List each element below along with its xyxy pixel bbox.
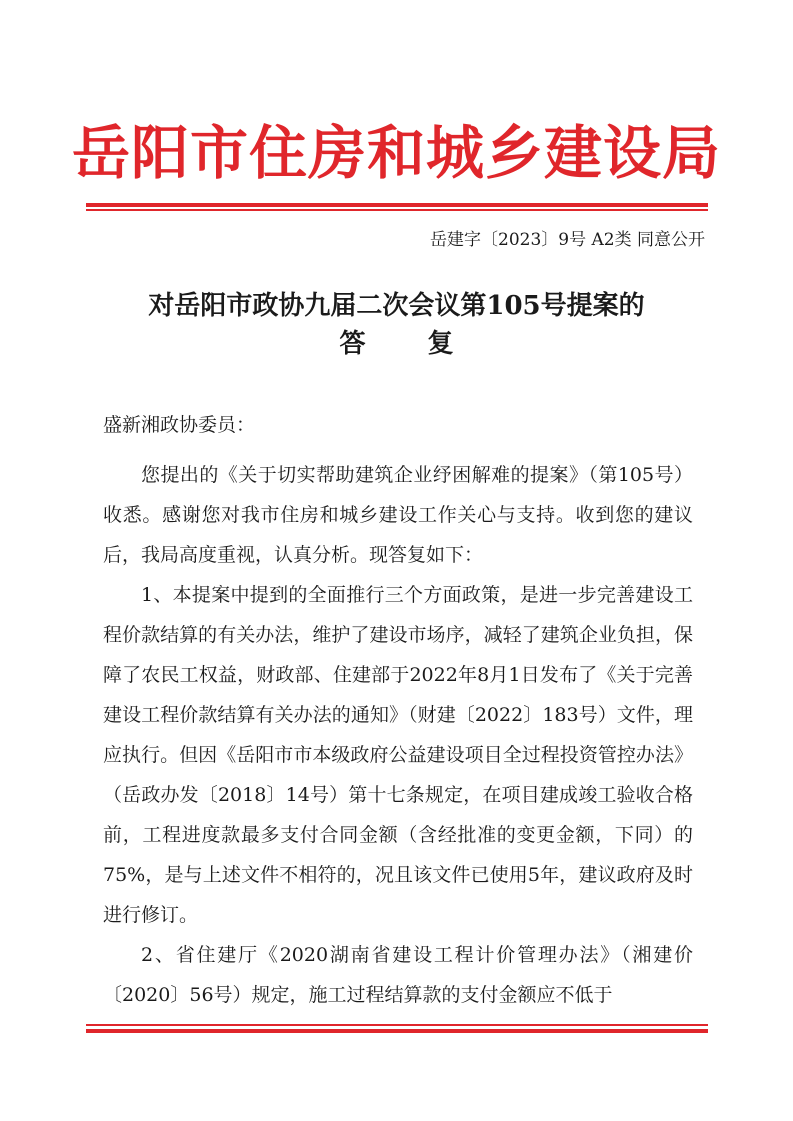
paragraph-point-2: 2、省住建厅《2020湖南省建设工程计价管理办法》（湘建价〔2020〕56号）规定，施工过程结算款的支付金额应不低于 — [103, 944, 693, 1006]
paragraph-intro: 您提出的《关于切实帮助建筑企业纾困解难的提案》（第105号）收悉。感谢您对我市住房和城乡建设工作关心与支持。收到您的建议后，我局高度重视，认真分析。现答复如下： — [103, 464, 693, 566]
agency-masthead: 岳阳市住房和城乡建设局 — [71, 119, 721, 187]
paragraph-point-1: 1、本提案中提到的全面推行三个方面政策，是进一步完善建设工程价款结算的有关办法，维护了建设市场序，减轻了建筑企业负担，保障了农民工权益，财政部、住建部于2022年8月1日发布了《关于完善建设工程价款结算有关办法的通知》（财建〔2022〕183号）文件，理应执行。但因《岳阳市市本级政府公益建设项目全过程投资管控办法》（岳政办发〔2018〕14号）第十七条规定，在项目建成竣工验收合格前，工程进度款最多支付合同金额（含经批准的变更金额，下同）的75%，是与上述文件不相符的，况且该文件已使用5年，建议政府及时进行修订。 — [103, 584, 693, 926]
masthead-rule-thick — [86, 203, 708, 207]
footer-rule-thick — [86, 1029, 708, 1033]
masthead-rule-thin — [86, 209, 708, 211]
salutation: 盛新湘政协委员： — [103, 414, 256, 436]
document-title-line2: 答复 — [339, 329, 516, 359]
document-number: 岳建字〔2023〕9号 A2类 同意公开 — [430, 230, 705, 250]
footer-rule-thin — [86, 1024, 708, 1026]
document-title-line1: 对岳阳市政协九届二次会议第105号提案的 — [148, 291, 645, 321]
